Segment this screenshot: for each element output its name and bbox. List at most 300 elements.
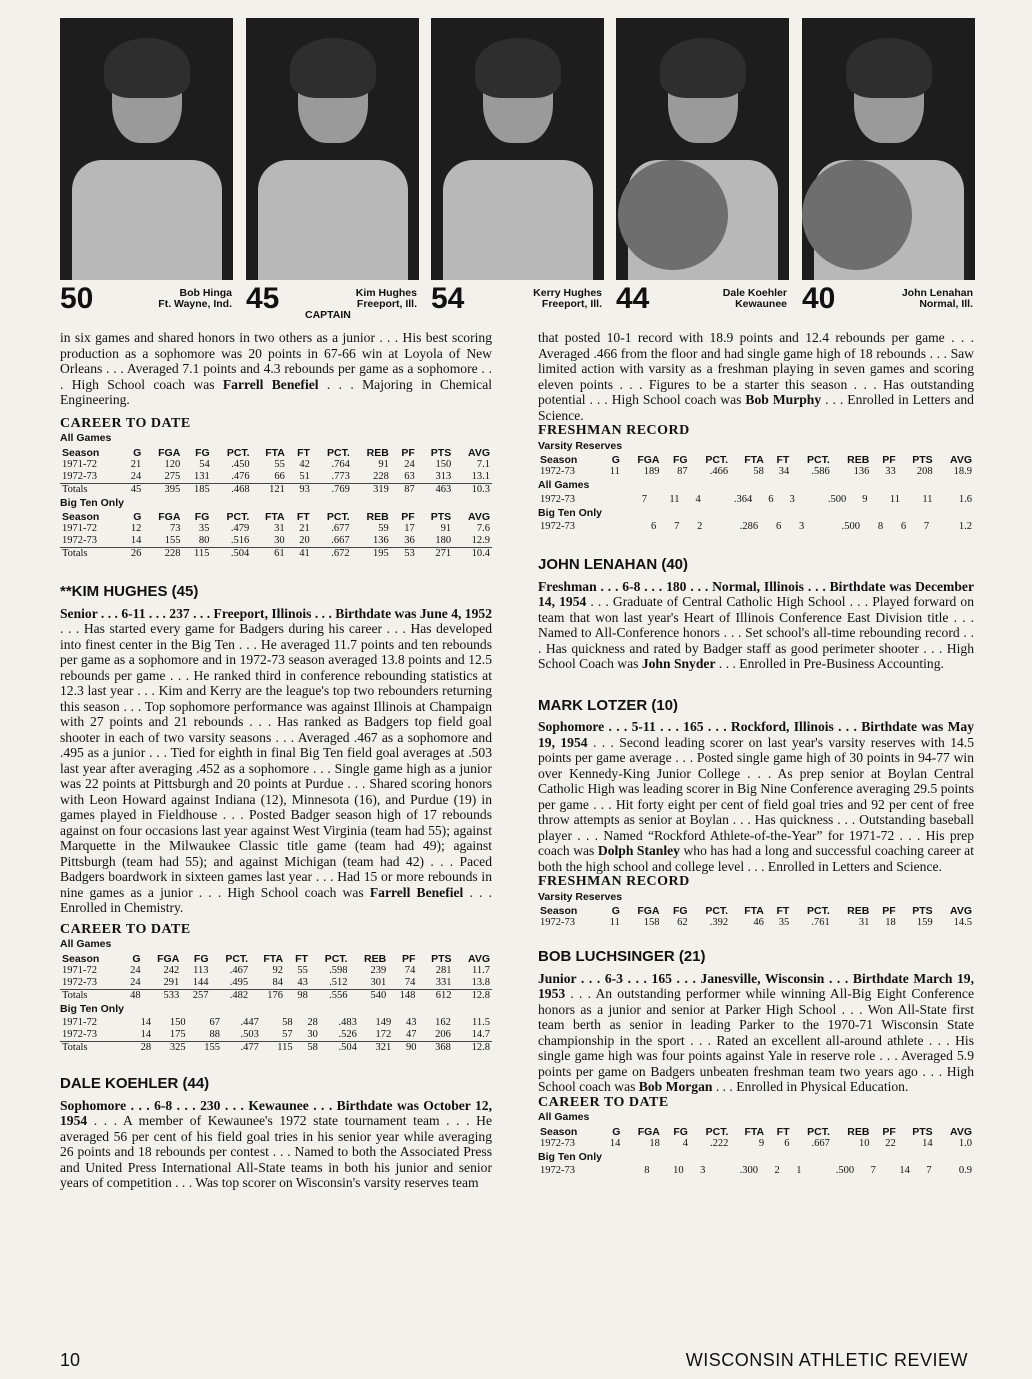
table-cell: 7.1 (476, 458, 490, 470)
table-cell: 463 (417, 483, 453, 496)
table-cell: 7 (870, 1165, 876, 1176)
john-lenahan-bio: Freshman . . . 6-8 . . . 180 . . . Normal, Illinois . . . Birthdate was December 14, 1954 . . . Graduate of Central Catholic High School . . . Played forward on team that won last year's Heart of Illinois Conference East Division title . . . Named to All-Conference honors . . . Set school's all-time rebounding record . . . Has quickness and rated by Badger staff as good perimeter shooter . . . High School Coach was John Snyder . . . Enrolled in Pre-Business Accounting. (538, 578, 975, 671)
column-header: FTA (263, 952, 284, 965)
big-ten-label: Big Ten Only (60, 496, 124, 509)
table-cell: 36 (404, 535, 415, 546)
table-cell: 10.3 (453, 483, 492, 496)
table-cell: 11 (889, 493, 901, 505)
career-title: CAREER TO DATE (60, 415, 191, 431)
all-games-label: All Games (60, 432, 112, 444)
table-cell: 14 (899, 1165, 910, 1176)
table-cell: 7 (926, 1165, 932, 1176)
table-cell: 175 (169, 1029, 186, 1040)
table-cell: 62 (677, 917, 688, 928)
column-header: PCT. (326, 511, 350, 523)
table-cell: .222 (710, 1137, 729, 1149)
table-header-row (60, 447, 492, 459)
table-cell: 1972-73 (540, 521, 575, 532)
table-cell: 14 (140, 1029, 152, 1040)
table-cell: 42 (299, 458, 310, 470)
table-cell: 31 (858, 917, 870, 928)
table-cell: 61 (251, 548, 286, 561)
table-cell: 55 (297, 964, 308, 976)
table-cell: .483 (338, 1017, 357, 1028)
table-cell: 6 (900, 521, 907, 532)
table-cell: .482 (211, 989, 251, 1002)
table-cell: 24 (130, 964, 141, 976)
column-header: FT (776, 1125, 790, 1138)
column-header: FG (193, 952, 209, 965)
table-cell: 24 (130, 470, 142, 482)
table-cell: 4 (695, 493, 701, 505)
dale-koehler-heading: DALE KOEHLER (44) (60, 1075, 210, 1092)
table-cell: .503 (240, 1029, 259, 1040)
column-header: PF (401, 952, 416, 965)
table-cell: 87 (391, 483, 417, 496)
column-header: FTA (744, 1125, 765, 1138)
koehler-varsity-reserves-table (538, 454, 974, 478)
column-header: PCT. (226, 511, 250, 523)
column-header: Season (62, 952, 100, 965)
table-cell: .466 (709, 466, 729, 477)
table-cell: 1 (796, 1165, 802, 1176)
table-row (60, 977, 492, 990)
table-cell: 11 (609, 917, 620, 928)
table-cell: .761 (811, 917, 830, 928)
table-row (60, 483, 492, 496)
table-cell: 54 (199, 458, 210, 470)
column-header: AVG (468, 446, 490, 459)
table-cell: 176 (250, 989, 285, 1002)
table-header-row (60, 511, 492, 523)
table-header-row (538, 1126, 974, 1138)
table-cell: 12.8 (454, 989, 493, 1002)
photo-bob-hinga (60, 18, 233, 280)
magazine-title: WISCONSIN ATHLETIC REVIEW (685, 1350, 968, 1370)
table-cell: 1972-73 (62, 976, 97, 988)
left-column (60, 330, 492, 1191)
table-cell: 131 (193, 470, 210, 482)
caption-captain: CAPTAIN (305, 309, 351, 321)
kim-all-games-table (60, 953, 492, 1002)
table-cell: 35 (198, 523, 210, 534)
table-row (60, 965, 492, 977)
table-header-row (538, 454, 974, 466)
table-cell: .667 (331, 535, 350, 546)
table-cell: 1972-73 (540, 493, 575, 505)
freshman-record-title: FRESHMAN RECORD (538, 874, 690, 889)
table-cell: 4 (682, 1137, 688, 1149)
table-cell: 57 (282, 1029, 293, 1040)
column-header: Season (62, 511, 100, 523)
table-cell: 228 (373, 470, 389, 482)
table-cell: .286 (739, 521, 759, 532)
table-cell: 12.9 (471, 535, 490, 546)
table-cell: .598 (329, 964, 348, 976)
table-cell: 6 (768, 493, 774, 505)
table-cell: 14.5 (953, 917, 972, 928)
column-header: G (133, 446, 142, 459)
table-cell: 84 (272, 976, 284, 988)
table-cell: 41 (287, 548, 312, 561)
table-cell: 1971-72 (62, 458, 97, 470)
table-row (60, 459, 492, 471)
table-cell: 20 (299, 535, 310, 546)
table-cell: 24 (404, 458, 415, 470)
table-cell: 7 (641, 493, 647, 505)
column-header: REB (847, 454, 870, 466)
column-header: FTA (744, 905, 764, 917)
table-cell: 11.7 (472, 964, 490, 976)
table-cell: .504 (211, 548, 251, 561)
table-cell: 1972-73 (540, 466, 575, 477)
table-cell: 55 (274, 458, 285, 470)
table-row (538, 1165, 974, 1177)
bob-luchsinger-heading: BOB LUCHSINGER (21) (538, 948, 706, 965)
all-games-label: All Games (538, 479, 590, 491)
table-cell: 12 (130, 523, 142, 534)
lotzer-varsity-reserves-table (538, 905, 974, 929)
table-cell: 14 (609, 1137, 621, 1149)
table-row (60, 471, 492, 484)
table-cell: 150 (169, 1017, 186, 1028)
column-header: G (611, 454, 620, 466)
table-cell: 10.4 (453, 548, 492, 561)
table-cell: 11 (922, 493, 933, 505)
column-header: FG (194, 511, 210, 523)
table-cell: 88 (209, 1029, 220, 1040)
caption-number: 44 (616, 282, 650, 315)
table-cell: 12.8 (453, 1042, 492, 1055)
table-cell: 48 (121, 989, 142, 1002)
caption-name: Kerry Hughes Freeport, Ill. (533, 287, 602, 310)
table-cell: 172 (375, 1029, 392, 1040)
table-cell: 80 (198, 535, 210, 546)
table-cell: 6 (651, 521, 657, 532)
column-header: PCT. (327, 446, 350, 459)
table-cell: .516 (230, 535, 250, 546)
table-cell: 271 (417, 548, 453, 561)
table-cell: 93 (287, 483, 312, 496)
table-cell: 7 (923, 521, 930, 532)
table-cell: 18 (885, 917, 896, 928)
table-cell: .556 (310, 989, 350, 1002)
table-row (538, 917, 974, 929)
table-cell: 7 (674, 521, 680, 532)
table-cell: Totals (60, 548, 122, 561)
table-cell: 6 (784, 1137, 790, 1149)
table-cell: 3 (789, 493, 795, 505)
table-cell: 1972-73 (540, 917, 575, 928)
photo-captions (60, 282, 975, 322)
mark-lotzer-heading: MARK LOTZER (10) (538, 696, 678, 714)
table-cell: 395 (143, 483, 182, 496)
column-header: FT (776, 454, 790, 466)
table-cell: 189 (643, 466, 660, 477)
hinga-all-games-table (60, 447, 492, 496)
table-cell: 45 (122, 483, 144, 496)
column-header: Season (62, 446, 100, 459)
table-cell: 325 (153, 1042, 187, 1055)
table-row (60, 1017, 492, 1029)
table-cell: 155 (188, 1042, 222, 1055)
column-header: G (132, 952, 141, 965)
table-cell: 612 (417, 989, 453, 1002)
table-cell: 47 (406, 1029, 417, 1040)
column-header: Season (540, 905, 578, 917)
table-cell: .468 (212, 483, 252, 496)
table-cell: 63 (404, 470, 415, 482)
column-header: FGA (158, 511, 181, 523)
hinga-bio-continued: in six games and shared honors in two others as a junior . . . His best scoring production as a sophomore was 20 points in 67-66 win at Loyola of New Orleans . . . Averaged 7.1 points and 4.3 rebounds per game as a sophomore . . . High School coach was Farrell Benefiel . . . Majoring in Chemical Engineering. (60, 330, 492, 407)
table-cell: .467 (229, 964, 249, 976)
table-cell: 533 (143, 989, 182, 1002)
column-header: PF (401, 446, 415, 459)
table-row (60, 535, 492, 548)
table-cell: 8 (644, 1165, 650, 1176)
photo-dale-koehler (616, 18, 789, 280)
table-cell: 239 (370, 964, 387, 976)
table-cell: 28 (307, 1017, 318, 1028)
column-header: PCT. (807, 454, 830, 466)
koehler-bio-continued: that posted 10-1 record with 18.9 points and 12.4 rebounds per game . . . Averaged .466 from the floor and had single game high of 18 rebounds . . . Saw limited action with varsity as a freshman playing in seven games and scoring eleven points . . . Figures to be a starter this season . . . Has outstanding potential . . . High School coach was Bob Murphy . . . Enrolled in Letters and Science. (538, 330, 974, 423)
table-cell: .769 (312, 483, 352, 496)
table-cell: 58 (282, 1017, 293, 1028)
table-cell: 24 (130, 976, 141, 988)
table-cell: .447 (240, 1017, 259, 1028)
table-cell: 13.8 (471, 976, 490, 988)
table-cell: 43 (406, 1017, 417, 1028)
column-header: FTA (265, 446, 285, 459)
table-row (538, 494, 974, 506)
column-header: REB (364, 952, 387, 965)
table-cell: 1971-72 (62, 964, 97, 976)
column-header: REB (847, 905, 870, 917)
table-cell: 21 (299, 523, 310, 534)
table-cell: 257 (181, 989, 210, 1002)
table-cell: 1972-73 (62, 470, 97, 482)
table-cell: 149 (375, 1017, 392, 1028)
table-cell: 14 (130, 535, 142, 546)
table-cell: 74 (404, 976, 416, 988)
table-cell: 92 (272, 964, 284, 976)
column-header: FG (673, 905, 688, 917)
table-cell: 10 (858, 1137, 870, 1149)
table-cell: 2 (697, 521, 703, 532)
caption-number: 50 (60, 282, 94, 315)
table-cell: 91 (378, 458, 389, 470)
table-cell: 1.6 (958, 493, 972, 505)
hinga-big-ten-table (60, 511, 492, 560)
table-row (60, 523, 492, 535)
column-header: REB (366, 446, 389, 459)
koehler-all-games-table (538, 494, 974, 506)
caption-number: 40 (802, 282, 836, 315)
table-cell: 59 (378, 523, 389, 534)
table-cell: .479 (230, 523, 250, 534)
column-header: FT (297, 446, 310, 459)
table-cell: 11.5 (472, 1017, 490, 1028)
table-cell: 228 (143, 548, 182, 561)
table-cell: 1972-73 (540, 1137, 575, 1149)
all-games-label: All Games (538, 1111, 590, 1123)
column-header: FT (295, 952, 308, 965)
table-cell: 46 (753, 917, 764, 928)
column-header: PCT. (225, 952, 249, 965)
column-header: G (611, 905, 620, 917)
table-cell: 13.1 (471, 470, 490, 482)
column-header: PTS (912, 905, 933, 917)
table-cell: 158 (643, 917, 660, 928)
table-header-row (60, 953, 492, 965)
table-cell: 331 (435, 976, 452, 988)
table-cell: 120 (164, 458, 181, 470)
column-header: FGA (637, 905, 660, 917)
table-cell: 10 (673, 1165, 684, 1176)
table-cell: 11 (669, 493, 680, 505)
table-cell: 90 (393, 1042, 418, 1055)
table-cell: .500 (835, 1165, 855, 1176)
table-cell: 1972-73 (540, 1165, 575, 1176)
table-cell: 1972-73 (62, 535, 97, 546)
table-cell: 155 (164, 535, 181, 546)
table-row (538, 521, 974, 533)
table-cell: 115 (182, 548, 211, 561)
table-cell: 9 (862, 493, 868, 505)
column-header: FT (296, 511, 310, 523)
table-cell: 66 (274, 470, 285, 482)
column-header: FG (673, 1125, 688, 1138)
table-cell: 150 (435, 458, 452, 470)
table-cell: 74 (404, 964, 416, 976)
table-cell: 31 (274, 523, 285, 534)
table-cell: 1971-72 (62, 523, 97, 534)
table-cell: .586 (811, 466, 830, 477)
table-cell: .477 (222, 1042, 261, 1055)
table-cell: 22 (885, 1137, 896, 1149)
column-header: Season (540, 454, 578, 466)
table-cell: 148 (388, 989, 417, 1002)
dale-koehler-bio: Sophomore . . . 6-8 . . . 230 . . . Kewaunee . . . Birthdate was October 12, 1954 . . . A member of Kewaunee's 1972 state tournament team . . . He averaged 56 per cent of his field goal tries in his senior year while averaging 26 points and 18 rebounds per contest . . . Named to both the Associated Press and United Press International All-State teams in both his junior and senior years of competition . . . Was top scorer on Wisconsin's varsity reserves team (60, 1097, 492, 1190)
table-cell: 30 (307, 1029, 318, 1040)
table-cell: .364 (733, 493, 753, 505)
column-header: PTS (430, 446, 452, 459)
table-cell: 33 (885, 466, 896, 477)
column-header: PCT. (807, 905, 830, 917)
table-cell: .512 (329, 976, 348, 988)
column-header: G (612, 1125, 621, 1138)
kim-hughes-bio: Senior . . . 6-11 . . . 237 . . . Freeport, Illinois . . . Birthdate was June 4, 1952 . . . Has started every game for Badgers during his career . . . Has developed into finest center in the Big Ten . . . He averaged 11.7 points and ten rebounds per game as a sophomore and in 1972-73 season averaged 13.8 points and 12.5 rebounds per game . . . He ranked third in conference rebounding statistics at 12.3 last year . . . Kim and Kerry are the league's top two rebounders returning this season . . . Top sophomore performance was against Illinois at Champaign with 27 points and 21 rebounds . . . Has ranked as Badgers top field goal shooter in each of two varsity seasons . . . Averaged .467 as a sophomore and .495 as a junior . . . Tied for eighth in final Big Ten field goal averages at .503 last year after averaging .452 as a sophomore . . . Single game high as a junior was 22 points at Pittsburgh and 20 points at Purdue . . . Shared scoring honors with Leon Howard against Indiana (12), Minnesota (16), and Purdue (19) in games played in Fieldhouse . . . Posted Badger season high of 17 rebounds against on four occasions last year against West Virginia (team had 55); against Marquette in the Milwaukee Classic title game (team had 49); against Pittsburgh (team had 55); and against Michigan (team had 42) . . . Paced Badgers boardwork in sixteen games last year . . . Had 15 or more rebounds in nine games as a junior . . . High School coach was Farrell Benefiel . . . Enrolled in Chemistry. (60, 605, 492, 915)
photo-kerry-hughes (431, 18, 604, 280)
table-cell: 58 (295, 1042, 320, 1055)
table-cell: 291 (163, 976, 180, 988)
column-header: REB (847, 1125, 870, 1138)
table-cell: 242 (163, 964, 180, 976)
column-header: FGA (637, 454, 660, 466)
table-cell: .300 (739, 1165, 758, 1176)
table-cell: .450 (231, 458, 250, 470)
table-cell: 43 (297, 976, 308, 988)
table-cell: 208 (916, 466, 933, 477)
kim-hughes-heading: **KIM HUGHES (45) (60, 583, 199, 600)
kim-big-ten-table (60, 1017, 492, 1054)
table-cell: 159 (916, 917, 933, 928)
table-cell: .495 (229, 976, 249, 988)
table-cell: 17 (404, 523, 415, 534)
table-cell: 275 (164, 470, 181, 482)
table-cell: Totals (60, 483, 122, 496)
photo-kim-hughes (246, 18, 419, 280)
table-cell: .667 (811, 1137, 830, 1149)
caption-name: John Lenahan Normal, Ill. (901, 287, 973, 310)
luchsinger-big-ten-table (538, 1165, 974, 1177)
caption-number: 54 (431, 282, 465, 315)
column-header: AVG (468, 952, 490, 965)
varsity-reserves-label: Varsity Reserves (538, 439, 623, 452)
table-cell: .500 (827, 493, 847, 505)
koehler-big-ten-table (538, 521, 974, 533)
table-cell: 51 (299, 470, 310, 482)
table-cell: .773 (331, 470, 350, 482)
column-header: PCT. (807, 1125, 830, 1138)
table-cell: 1972-73 (62, 1029, 97, 1040)
column-header: FG (195, 446, 210, 459)
freshman-record-title: FRESHMAN RECORD (538, 423, 690, 438)
table-cell: 58 (753, 466, 764, 477)
table-cell: 368 (419, 1042, 453, 1055)
column-header: PTS (430, 511, 452, 523)
all-games-label: All Games (60, 938, 112, 950)
column-header: PTS (912, 1125, 933, 1138)
varsity-reserves-label: Varsity Reserves (538, 890, 623, 903)
table-cell: Totals (60, 1042, 128, 1055)
table-cell: 185 (182, 483, 211, 496)
table-row (538, 1138, 974, 1150)
table-cell: 301 (370, 976, 387, 988)
table-cell: 8 (877, 521, 884, 532)
table-cell: 180 (435, 535, 452, 546)
table-cell: Totals (60, 989, 121, 1002)
column-header: PCT. (705, 905, 729, 917)
table-cell: 91 (440, 523, 452, 534)
column-header: FGA (157, 952, 180, 965)
mark-lotzer-bio: Sophomore . . . 5-11 . . . 165 . . . Rockford, Illinois . . . Birthdate was May 19, 1954 . . . Second leading scorer on last year's varsity reserves with 14.5 points per game average . . . Posted single game high of 30 points in 94-77 win over Kennedy-King Junior College . . . As prep senior at Boylan Central Catholic High was leading scorer in Big Nine Conference averaging 29.5 points per game . . . Hit forty eight per cent of field goal tries and 92 per cent of free throw attempts as senior at Boylan . . . Has quickness . . . Outstanding baseball player . . . Named “Rockford Athlete-of-the-Year” for 1971-72 . . . His prep coach was Dolph Stanley who has had a long and successful coaching career at both the high school and college level . . . Enrolled in Letters and Science. (538, 719, 975, 874)
table-header-row (538, 905, 974, 917)
table-cell: 18 (649, 1137, 660, 1149)
table-cell: .392 (709, 917, 729, 928)
column-header: AVG (468, 511, 490, 523)
table-cell: 1971-72 (62, 1017, 97, 1028)
column-header: FTA (744, 454, 764, 466)
table-cell: 18.9 (953, 466, 972, 477)
table-cell: 34 (778, 466, 790, 477)
table-cell: .504 (320, 1042, 359, 1055)
table-cell: 87 (677, 466, 688, 477)
column-header: G (133, 511, 142, 523)
column-header: PF (882, 1125, 896, 1138)
table-cell: 313 (435, 470, 452, 482)
table-row (538, 466, 974, 478)
table-cell: 9 (758, 1137, 765, 1149)
table-cell: 115 (261, 1042, 295, 1055)
caption-name: Dale Koehler Kewaunee (722, 287, 787, 310)
table-cell: 3 (799, 521, 805, 532)
table-cell: 30 (274, 535, 285, 546)
table-cell: 540 (349, 989, 388, 1002)
john-lenahan-heading: JOHN LENAHAN (40) (538, 556, 689, 573)
table-cell: 113 (193, 964, 209, 976)
table-cell: 206 (435, 1029, 451, 1040)
